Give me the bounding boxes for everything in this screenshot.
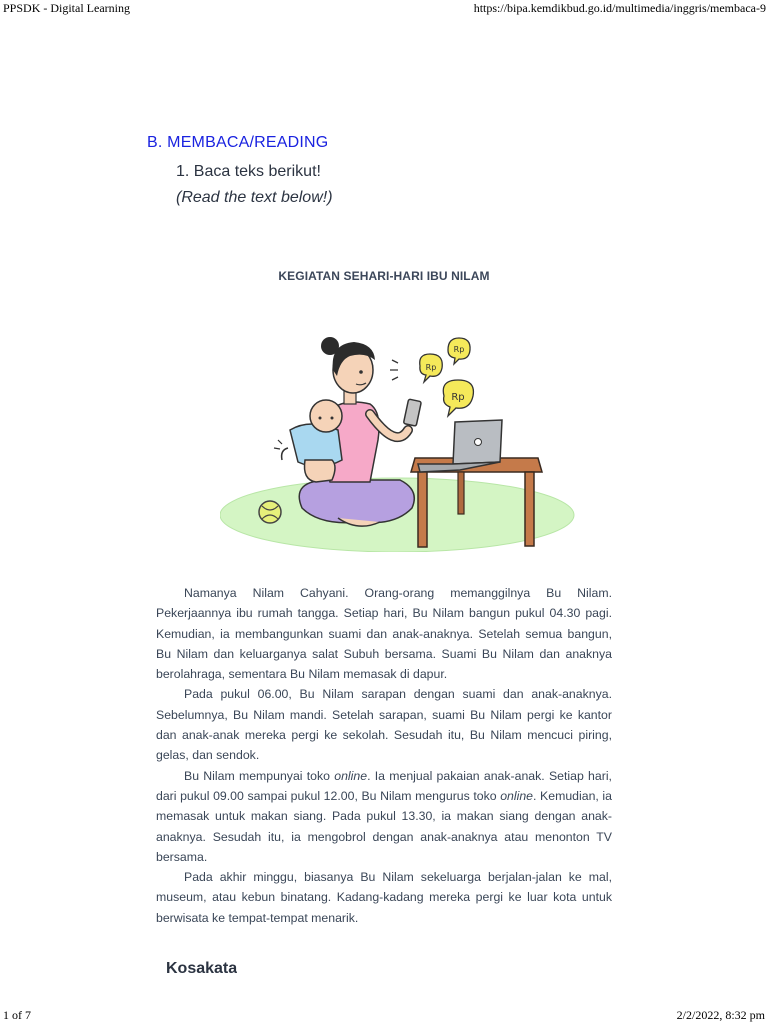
vocabulary-heading: Kosakata [166,960,238,977]
phone-icon [403,399,421,426]
story-title: KEGIATAN SEHARI-HARI IBU NILAM [278,269,490,283]
story-paragraph: Namanya Nilam Cahyani. Orang-orang memanggilnya Bu Nilam. Pekerjaannya ibu rumah tangga. Setiap hari, Bu Nilam bangun pukul 04.30 pagi. Kemudian, ia membangunkan suami dan anak-anaknya. Setelah semua bangun, Bu Nilam dan keluarganya salat Subuh bersama. Suami Bu Nilam dan anaknya berolahraga, sementara Bu Nilam memasak di dapur. [156,586,612,682]
baby [274,400,342,482]
laptop-icon [418,420,502,472]
story-paragraph: Pada akhir minggu, biasanya Bu Nilam sekeluarga berjalan-jalan ke mal, museum, atau kebun binatang. Kadang-kadang mereka pergi ke luar kota untuk berwisata ke tempat-tempat menarik. [156,870,612,925]
section-title: B. MEMBACA/READING [147,134,329,151]
print-footer [0,1006,768,1024]
money-bubble-icon [448,338,470,364]
alert-marks-icon [390,360,398,380]
print-header [0,0,768,18]
print-page-title: PPSDK - Digital Learning [3,1,130,15]
ball-icon [259,501,281,523]
print-url: https://bipa.kemdikbud.go.id/multimedia/inggris/membaca-9 [473,1,766,15]
money-bubble-label: Rp [453,345,465,354]
money-bubble-label: Rp [425,363,437,372]
story-paragraph: Pada pukul 06.00, Bu Nilam sarapan dengan suami dan anak-anaknya. Sebelumnya, Bu Nilam mandi. Setelah sarapan, suami Bu Nilam pergi ke kantor dan anak-anak mereka pergi ke sekolah. Sesudah itu, Bu Nilam mencuci piring, gelas, dan sendok. [156,687,612,763]
page-count: 1 of 7 [3,1008,31,1022]
reading-instruction: 1. Baca teks berikut! [176,163,321,180]
print-datetime: 2/2/2022, 8:32 pm [676,1008,765,1022]
story-body [156,583,612,928]
story-paragraph: Bu Nilam mempunyai toko online. Ia menjual pakaian anak-anak. Setiap hari, dari pukul 09.00 sampai pukul 12.00, Bu Nilam mengurus toko online. Kemudian, ia memasak untuk makan siang. Pada pukul 13.30, ia makan siang dengan anak-anaknya. Sesudah itu, ia mengobrol dengan anak-anaknya atau menonton TV bersama. [156,768,612,864]
mother-working-illustration [220,330,580,552]
money-bubble-icon [420,354,443,382]
money-bubble-icon [443,380,473,416]
money-bubble-label: Rp [451,392,465,403]
reading-instruction-english: (Read the text below!) [176,189,333,206]
